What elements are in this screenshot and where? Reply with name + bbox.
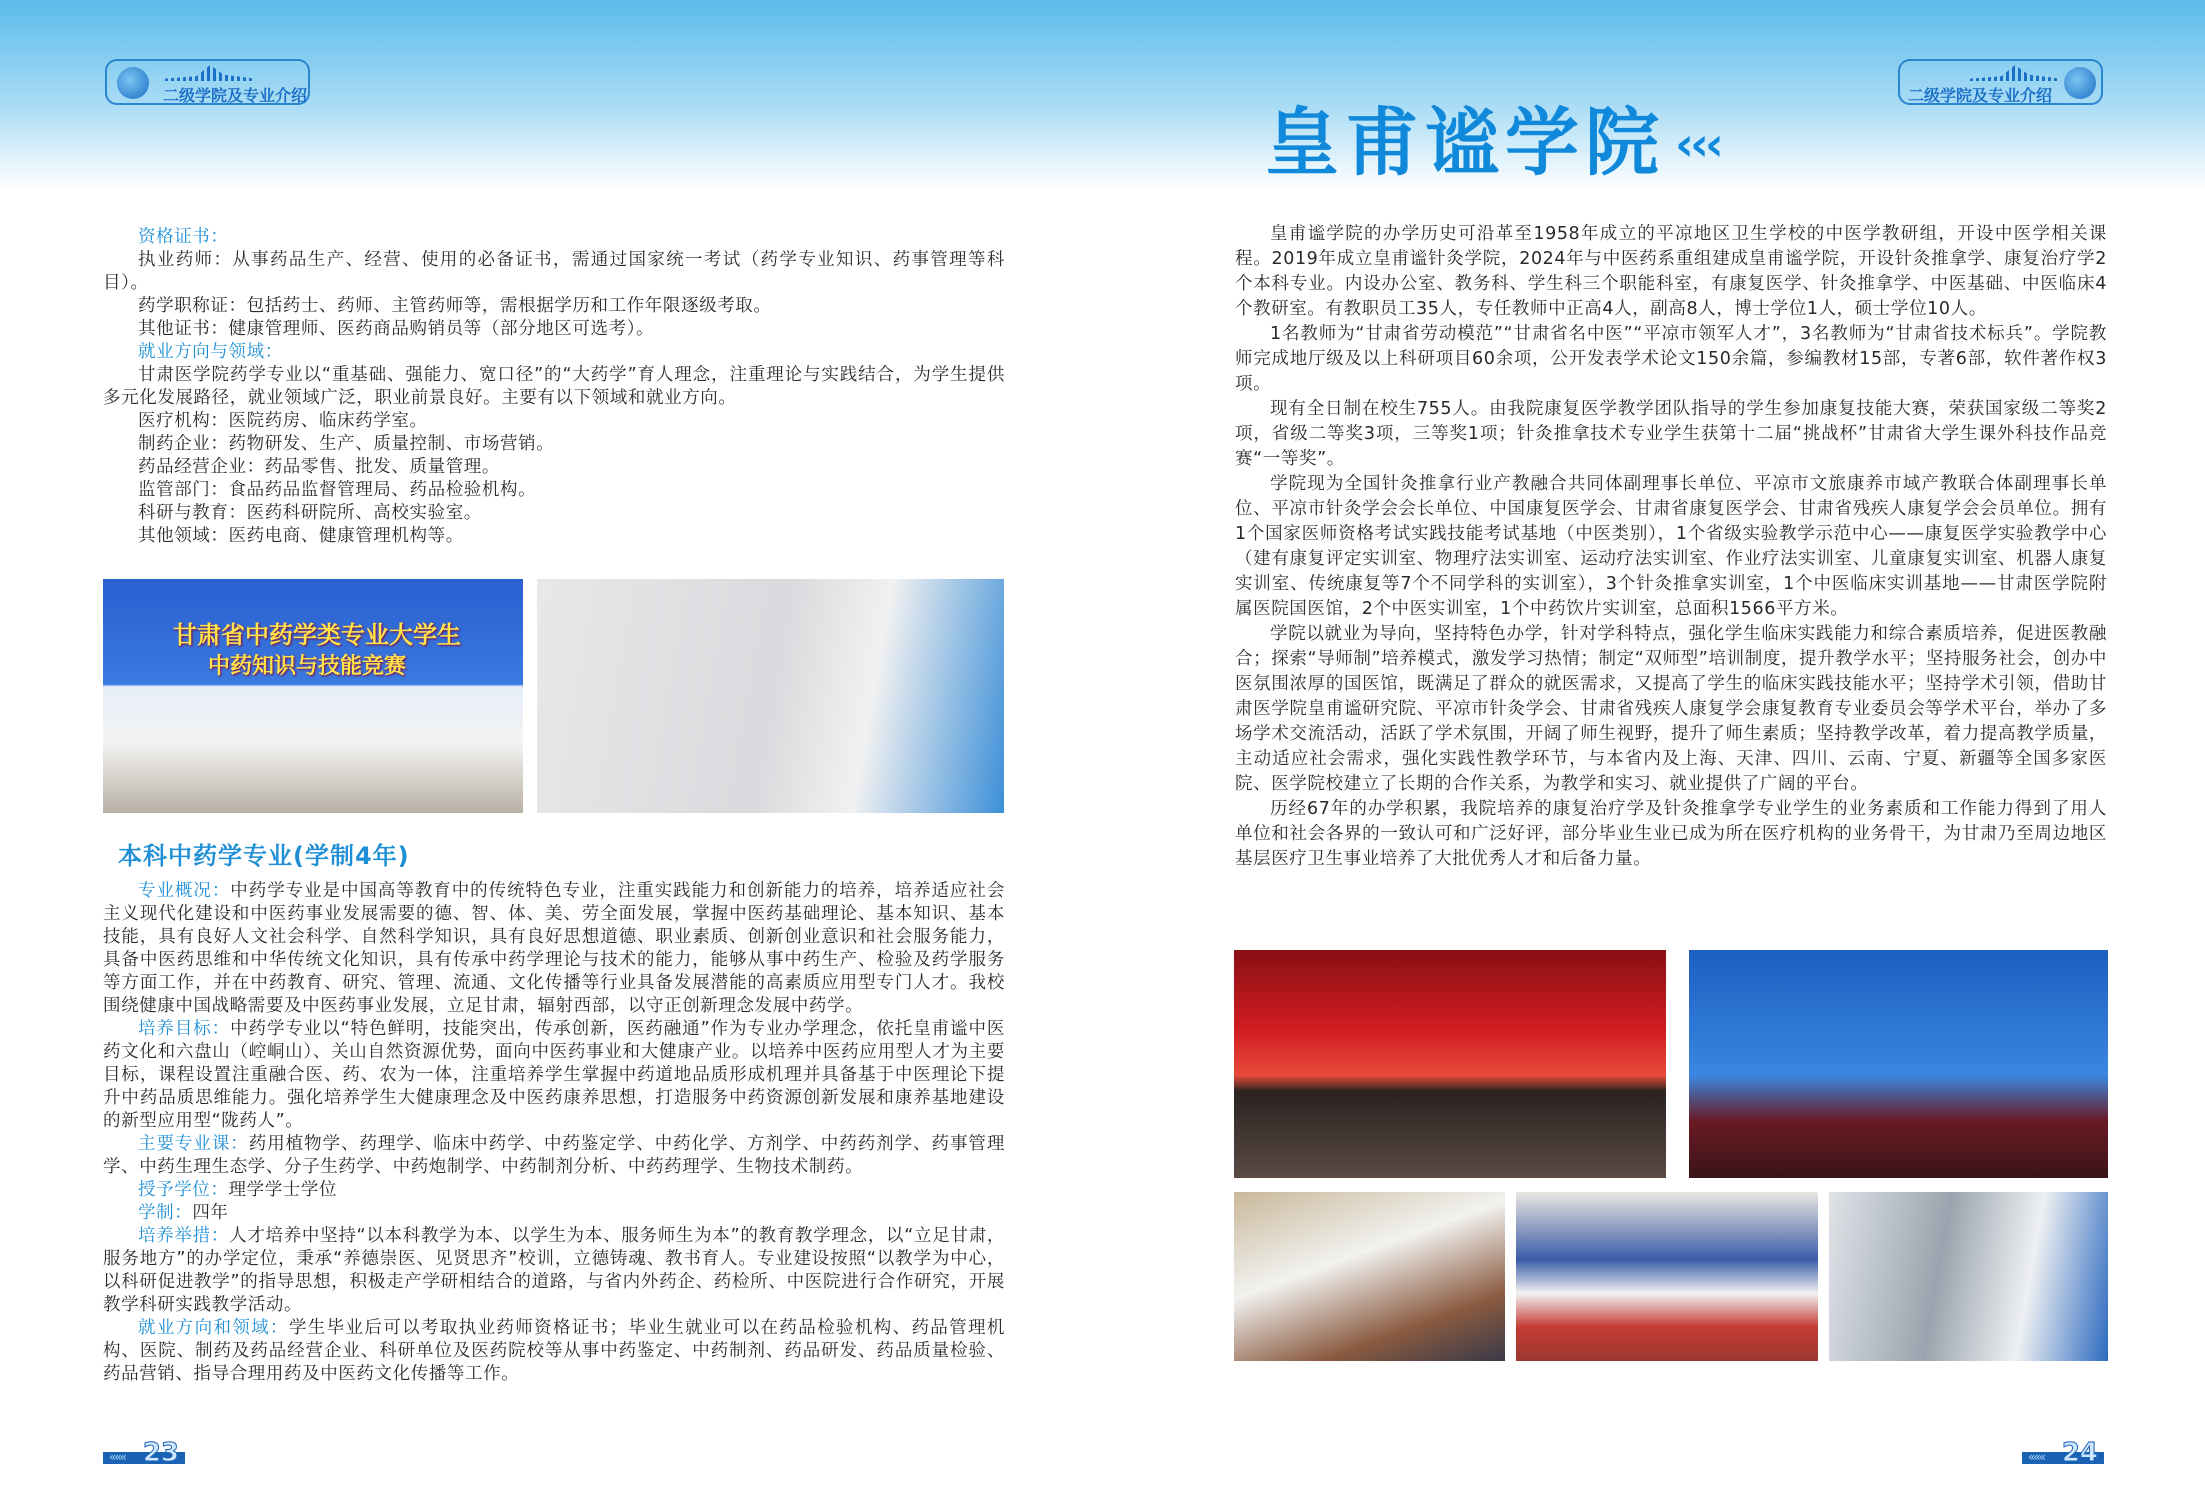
ceremony-stage-photo <box>1234 950 1666 1178</box>
right-page <box>1120 0 2205 1496</box>
paragraph-label: 授予学位： <box>138 1180 229 1200</box>
paragraph <box>103 318 1005 341</box>
paragraph <box>103 249 1005 295</box>
paragraph <box>103 1179 1005 1202</box>
paragraph <box>103 1202 1005 1225</box>
sound-bars-icon <box>165 65 255 81</box>
paragraph: 1名教师为“甘肃省劳动模范”“甘肃省名中医”“平凉市领军人才”，3名教师为“甘肃省技术标兵”。学院教师完成地厅级及以上科研项目60余项，公开发表学术论文150余篇，参编教材15部，专著6部，软件著作权3项。 <box>1235 324 2107 394</box>
paragraph <box>103 456 1005 479</box>
paragraph <box>103 1225 1005 1317</box>
paragraph-text: 执业药师：从事药品生产、经营、使用的必备证书，需通过国家统一考试（药学专业知识、药事管理等科目）。 <box>103 250 1005 293</box>
paragraph <box>103 226 1005 249</box>
paragraph <box>103 1018 1005 1133</box>
paragraph-text: 其他领域：医药电商、健康管理机构等。 <box>138 526 464 546</box>
paragraph-label: 主要专业课： <box>138 1134 249 1154</box>
page-number-left <box>103 1438 185 1468</box>
laboratory-photo <box>537 579 1004 813</box>
paragraph-text: 理学学士学位 <box>228 1180 338 1200</box>
paragraph: 学院以就业为导向，坚持特色办学，针对学科特点，强化学生临床实践能力和综合素质培养，促进医教融合；探索“导师制”培养模式，激发学习热情；制定“双师型”培训制度，提升教学水平；坚持服务社会，创办中医氛围浓厚的国医馆，既满足了群众的就医需求，又提高了学生的临床实践技能水平；坚持学术引领，借助甘肃医学院皇甫谧研究院、平凉市针灸学会、甘肃省残疾人康复学会康复教育专业委员会等学术平台，举办了多场学术交流活动，活跃了学术氛围，开阔了师生视野，提升了师生素质；坚持教学改革，着力提高教学质量，主动适应社会需求，强化实践性教学环节，与本省内及上海、天津、四川、云南、宁夏、新疆等全国多家医院、医学院校建立了长期的合作关系，为教学和实习、就业提供了广阔的平台。 <box>1235 624 2107 794</box>
chevrons-icon: ««« <box>2028 1450 2045 1464</box>
paragraph <box>103 1133 1005 1179</box>
section-badge <box>105 59 310 105</box>
section-badge-label: 二级学院及专业介绍 <box>1908 86 2053 105</box>
photo-banner-line1: 甘肃省中药学类专业大学生 <box>173 621 461 649</box>
page-number-value: 24 <box>2061 1438 2098 1468</box>
major-title: 本科中药学专业(学制4年) <box>118 842 410 870</box>
major-description-text <box>103 880 1005 1386</box>
competition-group-photo <box>103 579 523 813</box>
paragraph <box>103 502 1005 525</box>
chevrons-icon: ««« <box>109 1450 126 1464</box>
paragraph: 皇甫谧学院的办学历史可沿革至1958年成立的平凉地区卫生学校的中医学教研组，开设中医学相关课程。2019年成立皇甫谧针灸学院，2024年与中医药系重组建成皇甫谧学院，开设针灸推拿学、康复治疗学2个本科专业。内设办公室、教务科、学生科三个职能科室，有康复医学、针灸推拿学、中医基础、中医临床4个教研室。有教职员工35人，专任教师中正高4人，副高8人，博士学位1人，硕士学位10人。 <box>1235 224 2107 319</box>
paragraph <box>103 479 1005 502</box>
page-number-right <box>2022 1438 2104 1468</box>
globe-icon <box>117 67 149 99</box>
paragraph-label: 就业方向和领域： <box>138 1318 289 1338</box>
paragraph: 学院现为全国针灸推拿行业产教融合共同体副理事长单位、平凉市文旅康养市域产教联合体副理事长单位、平凉市针灸学会会长单位、中国康复医学会、甘肃省康复医学会、甘肃省残疾人康复学会会员单位。拥有1个国家医师资格考试实践技能考试基地（中医类别），1个省级实验教学示范中心——康复医学实验教学中心（建有康复评定实训室、物理疗法实训室、运动疗法实训室、作业疗法实训室、儿童康复实训室、机器人康复实训室、传统康复等7个不同学科的实训室），3个针灸推拿实训室，1个中医临床实训基地——甘肃医学院附属医院国医馆，2个中医实训室，1个中药饮片实训室，总面积1566平方米。 <box>1235 474 2107 619</box>
paragraph-text: 中药学专业是中国高等教育中的传统特色专业，注重实践能力和创新能力的培养，培养适应社会主义现代化建设和中医药事业发展需要的德、智、体、美、劳全面发展，掌握中医药基础理论、基本知识、基本技能，具有良好人文社会科学、自然科学知识，具有良好思想道德、职业素质、创新创业意识和社会服务能力，具备中医药思维和中华传统文化知识，具有传承中药学理论与技术的能力，能够从事中药生产、检验及药学服务等方面工作，并在中药教育、研究、管理、流通、文化传播等行业具备发展潜能的高素质应用型专门人才。我校围绕健康中国战略需要及中医药事业发展，立足甘肃，辐射西部，以守正创新理念发展中药学。 <box>103 881 1006 1016</box>
acupuncture-clinic-photo <box>1234 1192 1505 1361</box>
paragraph-label: 培养举措： <box>138 1226 230 1246</box>
college-description-text <box>1235 222 2107 872</box>
paragraph-label: 学制： <box>138 1203 193 1223</box>
section-badge-label: 二级学院及专业介绍 <box>163 86 308 105</box>
paragraph: 历经67年的办学积累，我院培养的康复治疗学及针灸推拿学专业学生的业务素质和工作能力得到了用人单位和社会各界的一致认可和广泛好评，部分毕业生业已成为所在医疗机构的业务骨干，为甘肃乃至周边地区基层医疗卫生事业培养了大批优秀人才和后备力量。 <box>1235 799 2107 869</box>
paragraph <box>103 295 1005 318</box>
paragraph-text: 科研与教育：医药科研院所、高校实验室。 <box>138 503 482 523</box>
paragraph-label: 专业概况： <box>138 881 231 901</box>
paragraph-label: 就业方向与领域： <box>138 342 283 362</box>
paragraph-text: 制药企业：药物研发、生产、质量控制、市场营销。 <box>138 434 555 454</box>
paragraph-text: 中药学专业以“特色鲜明，技能突出，传承创新，医药融通”作为专业办学理念，依托皇甫谧中医药文化和六盘山（崆峒山）、关山自然资源优势，面向中医药事业和大健康产业。以培养中医药应用型人才为主要目标，课程设置注重融合医、药、农为一体，注重培养学生掌握中药道地品质形成机理并具备基于中医理论下提升中药品质思维能力。强化培养学生大健康理念及中医药康养思想，打造服务中药资源创新发展和康养基地建设的新型应用型“陇药人”。 <box>103 1019 1005 1131</box>
globe-icon <box>2064 67 2096 99</box>
paragraph <box>103 364 1005 410</box>
paragraph <box>103 525 1005 548</box>
paragraph-text: 药用植物学、药理学、临床中药学、中药鉴定学、中药化学、方剂学、中药药剂学、药事管理学、中药生理生态学、分子生药学、中药炮制学、中药制剂分析、中药药理学、生物技术制药。 <box>103 1134 1005 1177</box>
paragraph: 现有全日制在校生755人。由我院康复医学教学团队指导的学生参加康复技能大赛，荣获国家级二等奖2项，省级二等奖3项，三等奖1项；针灸推拿技术专业学生获第十二届“挑战杯”甘肃省大学生课外科技作品竞赛“一等奖”。 <box>1235 399 2107 469</box>
sound-bars-icon <box>1970 65 2060 81</box>
sports-parade-photo <box>1516 1192 1818 1361</box>
paragraph <box>103 341 1005 364</box>
photo-banner-line2: 中药知识与技能竞赛 <box>208 654 407 679</box>
paragraph-text: 四年 <box>192 1203 229 1223</box>
rehab-robot-photo <box>1829 1192 2108 1361</box>
paragraph <box>103 1317 1005 1386</box>
paragraph-text: 药学职称证：包括药士、药师、主管药师等，需根据学历和工作年限逐级考取。 <box>138 296 772 316</box>
page-number-value: 23 <box>142 1438 179 1468</box>
paragraph-text: 甘肃医学院药学专业以“重基础、强能力、宽口径”的“大药学”育人理念，注重理论与实践结合，为学生提供多元化发展路径，就业领域广泛，职业前景良好。主要有以下领域和就业方向。 <box>103 365 1005 408</box>
paragraph <box>103 880 1005 1018</box>
paragraph-text: 其他证书：健康管理师、医药商品购销员等（部分地区可选考）。 <box>138 319 655 339</box>
paragraph-text: 学生毕业后可以考取执业药师资格证书；毕业生就业可以在药品检验机构、药品管理机构、医院、制药及药品经营企业、科研单位及医药院校等从事中药鉴定、中药制剂、药品研发、药品质量检验、药品营销、指导合理用药及中医药文化传播等工作。 <box>103 1318 1005 1384</box>
college-title-text: 皇甫谧学院 <box>1265 100 1665 186</box>
chevron-left-icon: ‹‹‹ <box>1675 117 1720 171</box>
paragraph-text: 人才培养中坚持“以本科教学为本、以学生为本、服务师生为本”的教育教学理念，以“立足甘肃，服务地方”的办学定位，秉承“养德崇医、见贤思齐”校训，立德铸魂、教书育人。专业建设按照“以教学为中心，以科研促进教学”的指导思想，积极走产学研相结合的道路，与省内外药企、药检所、中医院进行合作研究，开展教学科研实践教学活动。 <box>103 1226 1005 1315</box>
section-badge <box>1898 59 2103 105</box>
paragraph-label: 资格证书： <box>138 227 229 247</box>
paragraph <box>103 433 1005 456</box>
certificates-and-careers-text <box>103 226 1005 548</box>
paragraph <box>103 410 1005 433</box>
paragraph-text: 医疗机构：医院药房、临床药学室。 <box>138 411 428 431</box>
paragraph-label: 培养目标： <box>138 1019 231 1039</box>
college-title <box>1265 98 1720 189</box>
paragraph-text: 药品经营企业：药品零售、批发、质量管理。 <box>138 457 500 477</box>
paragraph-text: 监管部门：食品药品监督管理局、药品检验机构。 <box>138 480 537 500</box>
plaque-ceremony-photo <box>1689 950 2108 1178</box>
